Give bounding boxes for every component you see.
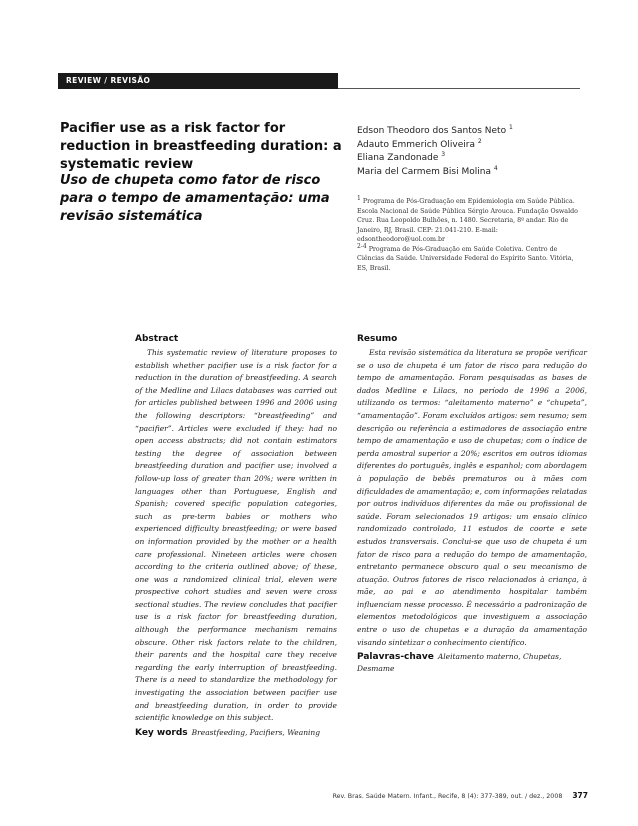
resumo-heading: Resumo — [357, 334, 398, 344]
author: Adauto Emmerich Oliveira $^2$ — [357, 137, 482, 150]
affiliation: $^1$ Programa de Pós-Graduação em Epidemiologia em Saúde Pública. Escola Nacional de Saúde Pública Sérgio Arouca. Fundação Oswaldo Cruz. Rua Leopoldo Bulhões, n. 1480. Secretaria, 8º andar. Rio de Janeiro, RJ, Brasil. CEP: 21.041-210. E-mail: edsontheodoro@uol.com.br — [357, 194, 578, 243]
abstract-keywords — [135, 727, 337, 739]
author: Eliana Zandonade $^3$ — [357, 151, 446, 163]
affiliation: $^{2-4}$ Programa de Pós-Graduação em Saúde Coletiva. Centro de Ciências da Saúde. Universidade Federal do Espírito Santo. Vitória, ES, Brasil. — [357, 242, 574, 272]
abstract-text: This systematic review of literature proposes to establish whether pacifier use is a risk factor for a reduction in the duration of breastfeeding. A search of the Medline and Lilacs databases was carried out for articles published between 1996 and 2006 using the following descriptors: “breastfeeding” and “pacifier”. Articles were excluded if they: had no open access abstracts; did not contain estimators testing the degree of association between breastfeeding duration and pacifier use; involved a follow-up loss of greater than 20%; were written in languages other than Portuguese, English and Spanish; covered specific population categories, such as pre-term babies or mothers who experienced difficulty breastfeeding; or were based on information provided by the mother or a health care professional. Nineteen articles were chosen according to the criteria outlined above; of these, one was a randomized clinical trial, eleven were prospective cohort studies and seven were cross sectional studies. The review concludes that pacifier use is a risk factor for breastfeeding duration, although the performance mechanism remains obscure. Other risk factors relate to the children, their parents and the hospital care they receive regarding the early interruption of breastfeeding. There is a need to standardize the methodology for investigating the association between pacifier use and breastfeeding duration, in order to provide scientific knowledge on this subject. — [135, 348, 337, 723]
abstract-section — [135, 334, 337, 739]
author-list — [357, 125, 587, 179]
resumo-keywords — [357, 651, 587, 675]
page-number: 377 — [572, 791, 588, 800]
keywords-label: Key words — [135, 727, 188, 738]
title-english: Pacifier use as a risk factor for reduction in breastfeeding duration: a systematic review — [60, 121, 342, 172]
resumo-section — [357, 334, 587, 675]
author: Maria del Carmem Bisi Molina $^4$ — [357, 164, 498, 177]
header-rule — [338, 88, 580, 89]
title-portuguese: Uso de chupeta como fator de risco para o tempo de amamentação: uma revisão sistemática — [60, 173, 330, 224]
page-footer — [312, 791, 588, 800]
author: Edson Theodoro dos Santos Neto $^1$ — [357, 124, 513, 136]
palavras-chave-value: Aleitamento materno, Chupetas, Desmame — [357, 652, 562, 674]
keywords-value: Breastfeeding, Pacifiers, Weaning — [191, 727, 321, 737]
abstract-heading: Abstract — [135, 334, 179, 344]
resumo-text: Esta revisão sistemática da literatura se propõe verificar se o uso de chupeta é um fator de risco para redução do tempo de amamentação. Foram pesquisadas as bases de dados Medline e Lilacs, no período de 1996 a 2006, utilizando os termos: “aleitamento materno” e “chupeta”, “amamentação”. Foram excluídos artigos: sem resumo; sem descrição ou referência a estimadores de associação entre tempo de amamentação e uso de chupetas; com o índice de perda amostral superior a 20%; escritos em outros idiomas diferentes do português, inglês e espanhol; com abordagem à população de bebês prematuros ou à mães com dificuldades de amamentação; e, com informações relatadas por outros indivíduos diferentes da mãe ou profissional de saúde. Foram selecionados 19 artigos: um ensaio clínico randomizado controlado, 11 estudos de coorte e sete estudos transversais. Conclui-se que uso de chupeta é um fator de risco para a redução do tempo de amamentação, entretanto permanece obscuro qual o seu mecanismo de atuação. Outros fatores de risco relacionados à criança, à mãe, ao pai e ao atendimento hospitalar também influenciam nesse processo. É necessário a padronização de elementos metodológicos que investiguem a associação entre o uso de chupetas e a duração da amamentação visando sintetizar o conhecimento científico. — [357, 348, 588, 647]
section-label: REVIEW / REVISÃO — [58, 73, 338, 89]
palavras-chave-label: Palavras-chave — [357, 652, 434, 663]
affiliations — [357, 194, 585, 273]
journal-citation: Rev. Bras. Saúde Matern. Infant., Recife, 8 (4): 377-389, out. / dez., 2008 — [332, 793, 563, 800]
